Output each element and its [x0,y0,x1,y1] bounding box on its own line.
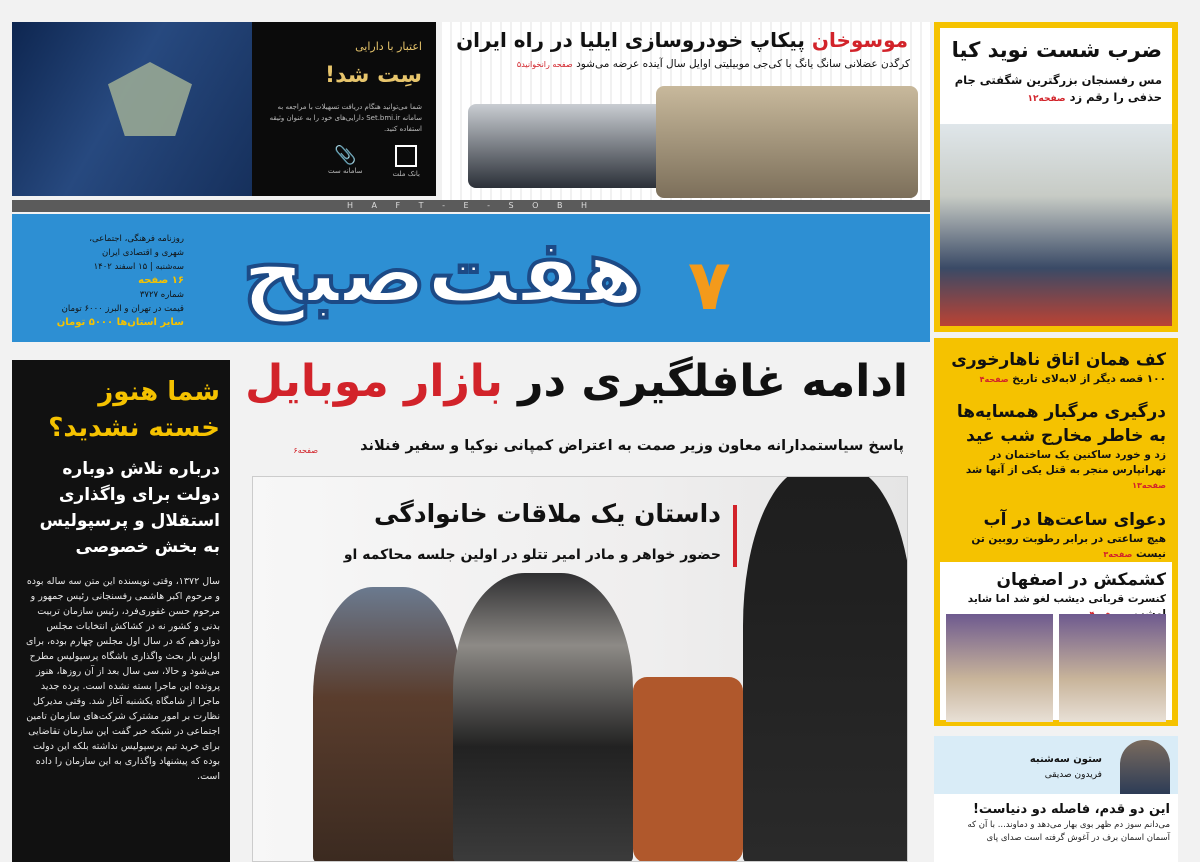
bank-logo-label: بانک ملت [392,170,420,178]
news-item-2-title: درگیری مرگبار همسایه‌ها به خاطر مخارج شب عید [956,402,1166,446]
news-item-1-page: صفحه۴ [979,375,1009,384]
bank-advertisement [12,22,436,196]
news-item-1-sub [946,372,1166,387]
masthead [12,214,930,342]
news-item-3 [940,504,1172,566]
news-item-4-sub-text: کنسرت قربانی دیشب لغو شد اما شاید [967,593,1166,605]
news-item-2-sub-text: زد و خورد ساکنین یک ساختمان در تهرانپارس منجر به قتل یکی از آنها شد [965,449,1166,476]
pickup-truck-gold-image [656,86,918,198]
news-item-1-title: کف همان اتاق ناهارخوری [951,350,1166,370]
news-item-4-title: کشمکش در اصفهان [996,570,1166,590]
main-headline-text: ادامه غافلگیری در [502,356,908,407]
car-ad-title-text: پیکاپ خودروسازی ایلیا در راه ایران [456,28,805,52]
car-ad-sub-text: کرگدن عضلانی سانگ یانگ با کی‌جی موبیلیتی اوایل سال آینده عرضه می‌شود [576,58,910,70]
left-column-subhead: درباره تلاش دوباره دولت برای واگذاری استقلال و پرسپولیس به بخش خصوصی [39,459,220,557]
car-ad-title [456,28,908,52]
car-advertisement [440,22,932,210]
portraits [946,614,1166,722]
masthead-meta2: شهری و اقتصادی ایران [101,248,184,258]
bank-ad-logos [328,145,420,178]
masthead-meta1: روزنامه فرهنگی، اجتماعی، [89,234,184,244]
left-column-body: سال ۱۳۷۲، وقتی نویسنده این متن سه ساله بوده و مرحوم اکبر هاشمی رفسنجانی رئیس جمهور و مرحوم حسن غفوری‌فرد، رئیس سازمان تربیت بدنی و کشور نه در کشاکش انتخابات مجلس دوازدهم که در سال اول مجلس چهارم بوده، برای اولین بار بحث واگذاری باشگاه پرسپولیس مطرح می‌شود و حالا، سی سال بعد از آن روزها، هنوز پرونده این ماجرا بسته نشده است. پرده جدید ماجرا از شامگاه یکشنبه آغاز شد. وقتی مدیرکل نظارت بر امور مشترک شرکت‌های سازمان تامین اجتماعی در شبکه خبر گفت این سازمان تقاضایی برای خرید تیم پرسپولیس نداشته بلکه این دولت بوده که پیشنهاد واگذاری به این سازمان را داده است. [26,576,220,782]
news-item-3-title: دعوای ساعت‌ها در آب [983,510,1166,530]
main-headline-page: صفحه۶ [293,446,318,455]
news-item-2-page: صفحه۱۳ [1132,481,1166,490]
news-item-1-sub-text: ۱۰۰ قصه دیگر از لابه‌لای تاریخ [1012,373,1166,385]
left-column-headline: شما هنوز خسته نشدید؟ [48,377,220,443]
photo-story-title: داستان یک ملاقات خانوادگی [373,499,721,528]
main-headline [245,356,908,407]
bank-logo-icon [395,145,417,167]
masthead-price2: سایر استان‌ها ۵۰۰۰ تومان [56,317,184,328]
left-column [12,360,230,862]
photo-story-sub: حضور خواهر و مادر امیر تتلو در اولین جلسه محاکمه او [343,547,721,563]
masthead-pages: ۱۶ صفحه [138,275,184,286]
news-item-3-sub [946,532,1166,562]
sports-sub [952,72,1162,108]
right-news-box [934,338,1178,726]
opinion-column-author: فریدون صدیقی [1044,770,1102,780]
masthead-seven: ۷ [688,244,731,326]
car-ad-sub [517,58,910,70]
car-ad-page: صفحه رانخوانید۵ [516,60,573,69]
news-item-1 [940,344,1172,391]
sports-box [934,22,1178,332]
opinion-column-name: ستون سه‌شنبه [1029,754,1102,765]
masthead-date: سه‌شنبه | ۱۵ اسفند ۱۴۰۲ [93,262,184,272]
opinion-column-body: می‌دانم سوز دم ظهر بوی بهار می‌دهد و دماوند... با آن که آسمان اسمان برف در آغوش گرفته است صدای پای [967,820,1170,843]
woman-figure-left [313,587,463,862]
sports-page: صفحه۱۲ [1027,94,1066,104]
bank-ad-body: شما می‌توانید هنگام دریافت تسهیلات با مراجعه به سامانه Set.bmi.ir دارایی‌های خود را به عنوان وثیقه استفاده کنید. [269,103,422,133]
main-headline-sub: پاسخ سیاستمدارانه معاون وزیر صمت به اعتراض کمپانی نوکیا و سفیر فنلاند [360,438,904,454]
accent-bar [733,505,737,567]
sports-title: ضرب شست نوید کیا [951,38,1162,62]
masthead-strip: H A F T - E - S O B H [12,200,930,212]
news-item-3-page: صفحه۳ [1103,550,1133,559]
opinion-column-title: این دو قدم، فاصله دو دنیاست! [972,802,1170,817]
man-figure-center [453,573,633,862]
car-ad-title-red: موسوخان [811,28,908,52]
masthead-price1: قیمت در تهران و البرز ۶۰۰۰ تومان [61,304,184,314]
bank-ad-line1: اعتبار با دارایی [355,40,422,53]
paperclip-icon: 📎 [334,145,357,166]
main-headline-red: بازار موبایل [245,356,503,407]
set-logo-label: سامانه ست [327,167,363,175]
portrait-official [946,614,1053,722]
woman-figure-right [743,476,908,862]
portrait-cleric [1059,614,1166,722]
opinion-column-header [934,736,1178,794]
bank-ad-panel [252,22,436,196]
bank-ad-line2: سِت شد! [325,63,422,88]
sports-sub-text: مس رفسنجان بزرگترین شگفتی جام حذفی را رقم زد [954,73,1162,104]
news-item-2-sub [946,448,1166,493]
news-item-3-sub-text: هیچ ساعتی در برابر رطوبت روبین تن نیست [971,533,1166,560]
opinion-column [934,736,1178,862]
news-item-2 [940,396,1172,497]
football-photo [940,124,1172,326]
chair-image [633,677,743,862]
pickup-truck-dark-image [468,104,668,188]
main-photo-story [252,476,908,862]
masthead-meta [24,232,184,330]
author-avatar [1120,740,1170,794]
news-item-4 [940,562,1172,720]
masthead-logo: هفت‌صبح [242,220,644,323]
masthead-issue: شماره ۳۷۲۷ [139,290,184,300]
